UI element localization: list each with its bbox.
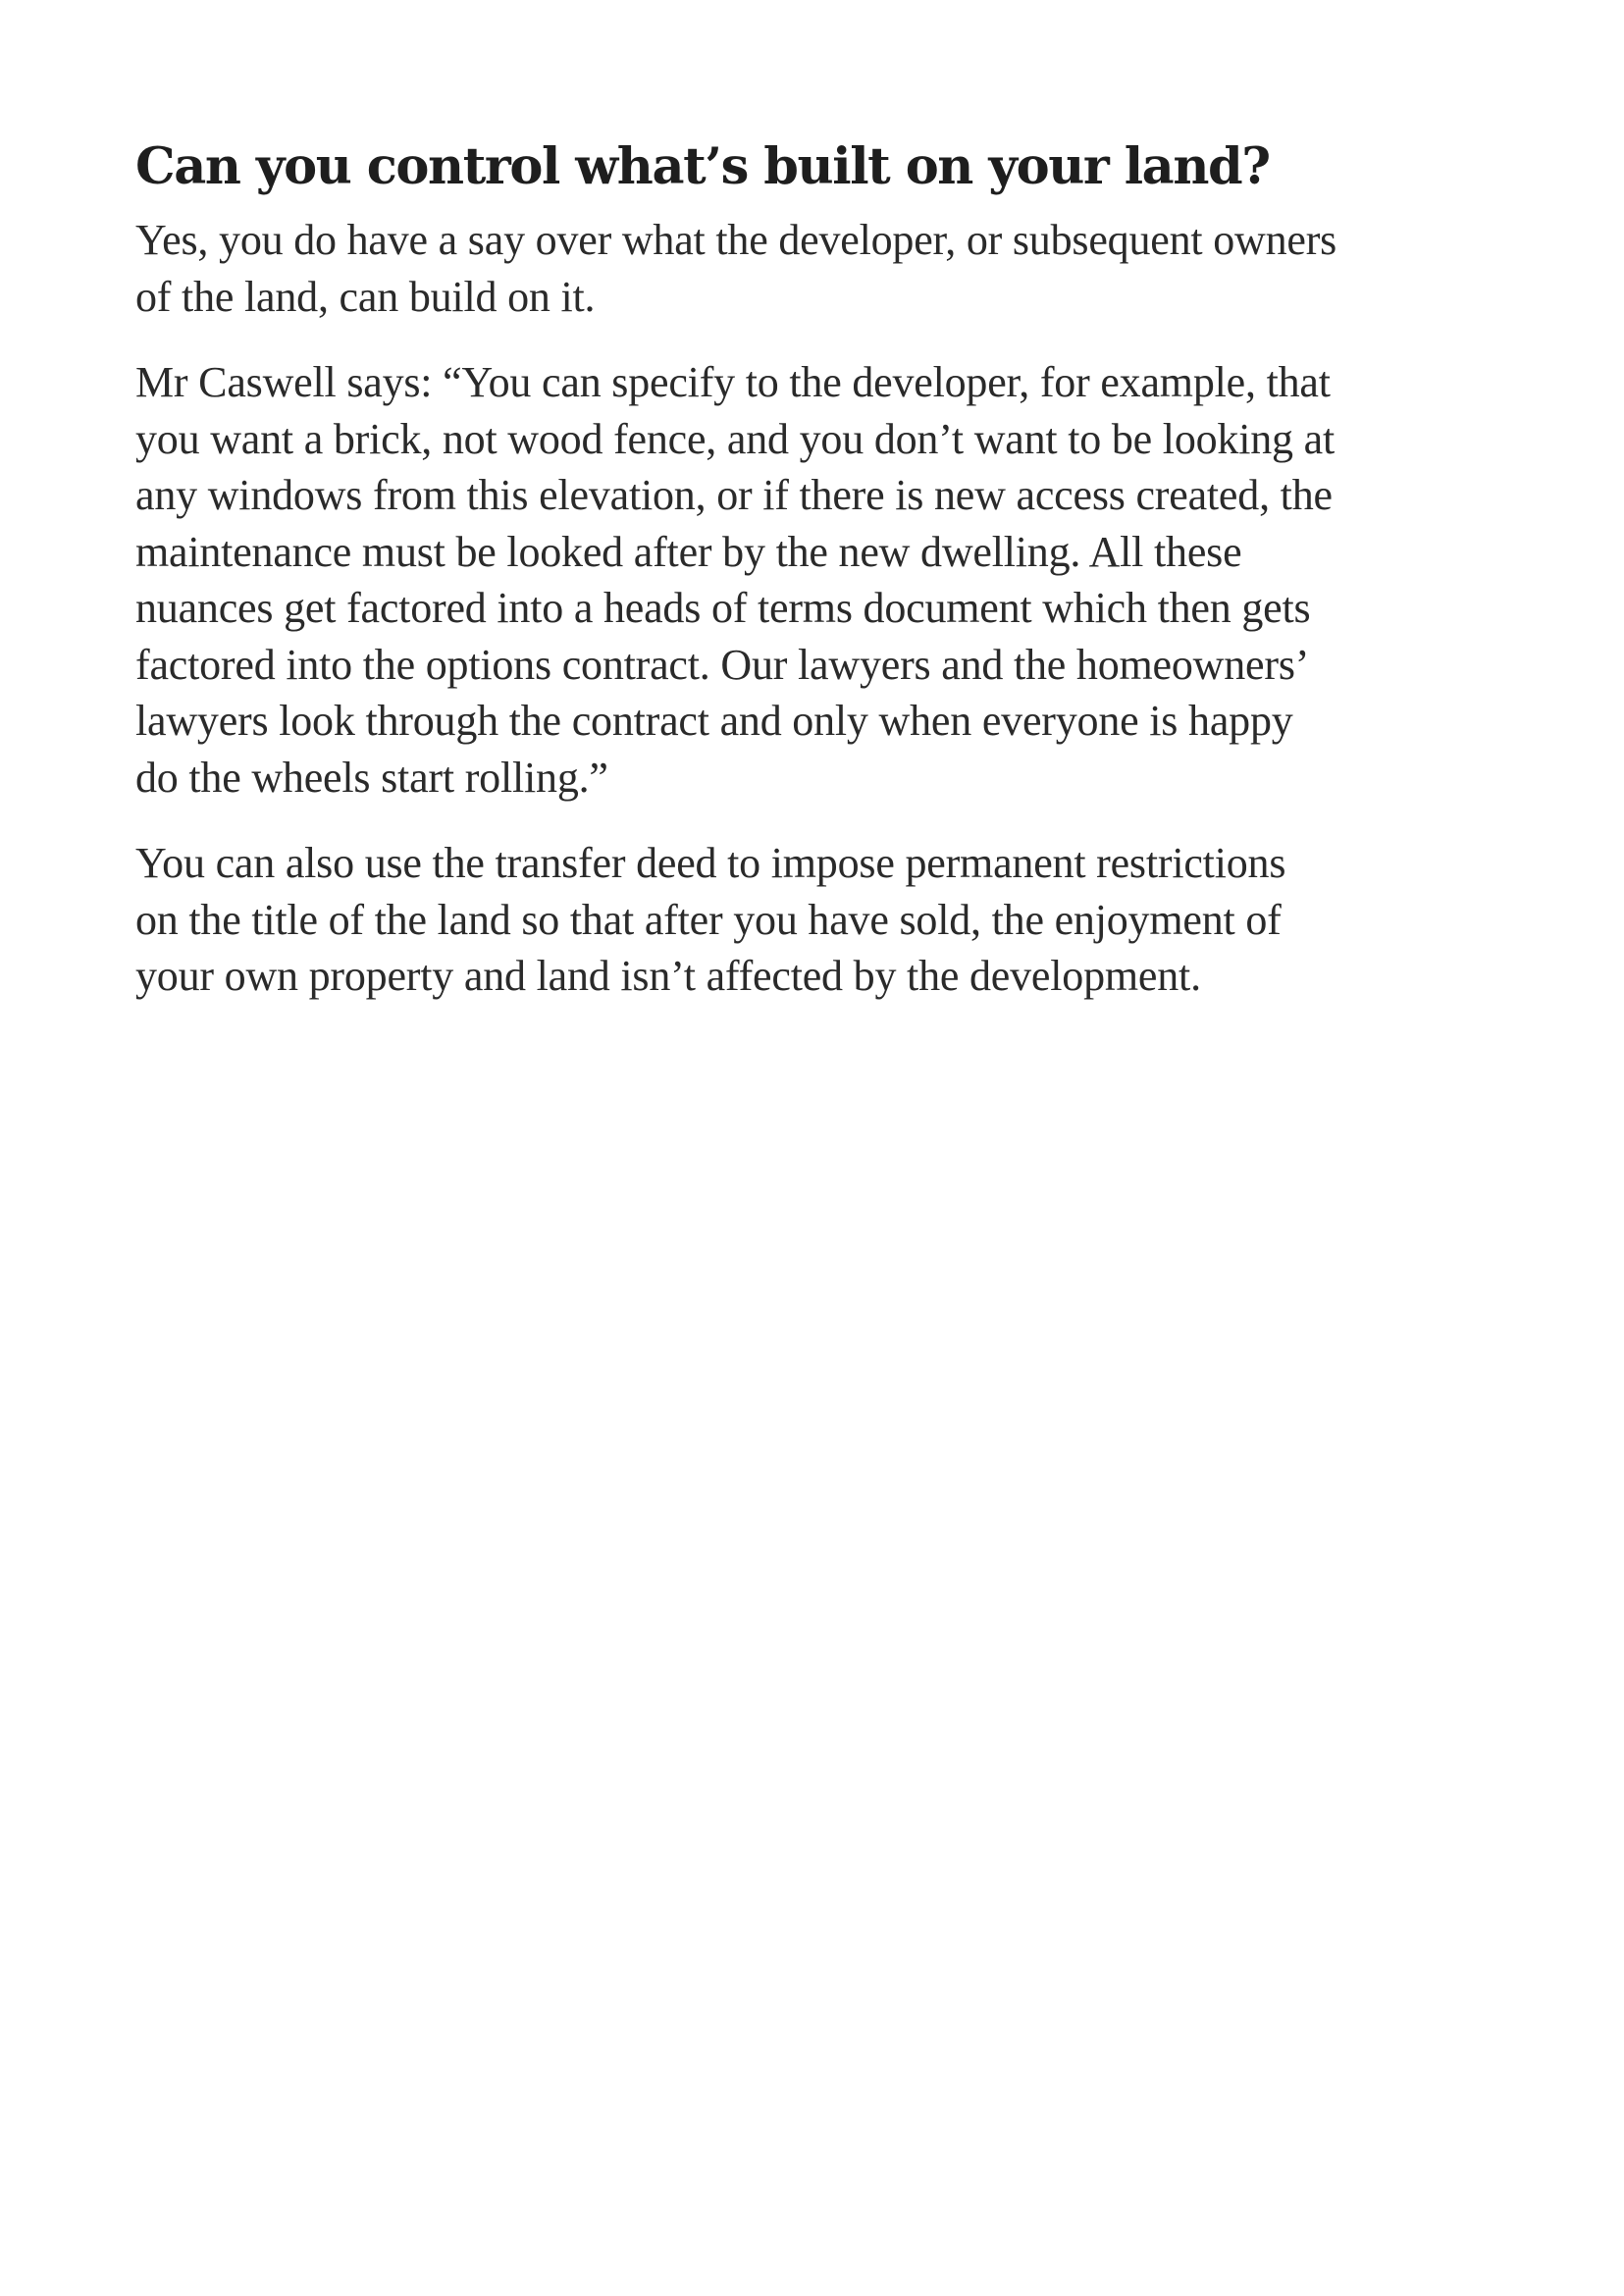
paragraph-intro — [135, 212, 1450, 325]
text-line: factored into the options contract. Our lawyers and the homeowners’ — [135, 640, 1310, 689]
section-heading: Can you control what’s built on your land? — [135, 137, 1270, 196]
text-line: you want a brick, not wood fence, and you don’t want to be looking at — [135, 414, 1336, 463]
paragraph-transfer-deed — [135, 835, 1450, 1005]
text-line: of the land, can build on it. — [135, 272, 596, 321]
text-line: lawyers look through the contract and only when everyone is happy — [135, 697, 1293, 745]
text-line: your own property and land isn’t affected by the development. — [135, 952, 1201, 1000]
text-line: maintenance must be looked after by the new dwelling. All these — [135, 527, 1242, 576]
text-line: on the title of the land so that after you have sold, the enjoyment of — [135, 895, 1282, 944]
text-line: do the wheels start rolling.” — [135, 753, 608, 802]
article-body — [135, 126, 1450, 1034]
text-line: You can also use the transfer deed to impose permanent restrictions — [135, 839, 1286, 887]
text-line: any windows from this elevation, or if there is new access created, the — [135, 471, 1333, 519]
text-line: nuances get factored into a heads of terms document which then gets — [135, 584, 1311, 632]
text-line: Yes, you do have a say over what the developer, or subsequent owners — [135, 216, 1337, 264]
text-line: Mr Caswell says: “You can specify to the developer, for example, that — [135, 358, 1331, 406]
paragraph-quote — [135, 354, 1450, 806]
